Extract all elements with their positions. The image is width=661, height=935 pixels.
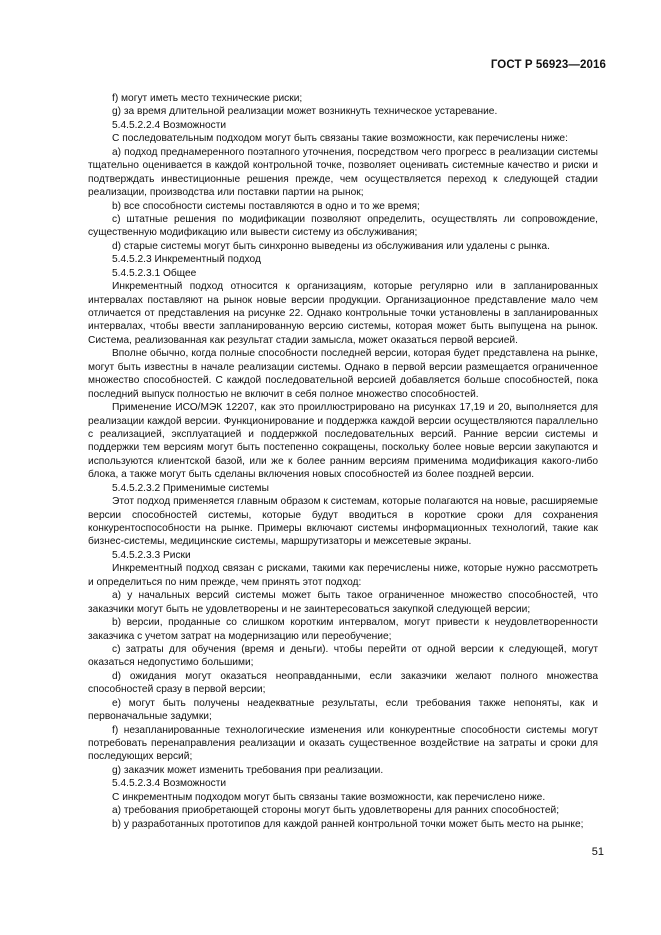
body-paragraph: d) старые системы могут быть синхронно выведены из обслуживания или удалены с рынка. [112, 240, 550, 252]
document-body [88, 92, 598, 831]
body-paragraph: c) штатные решения по модификации позволяют определить, осуществлять ли сопровождение, существенную модификацию или вывести систему из обслуживания; [88, 213, 598, 239]
section-heading: 5.4.5.2.2.4 Возможности [112, 119, 227, 131]
body-paragraph: b) версии, проданные со слишком коротким интервалом, могут привести к неудовлетворенности заказчика с учетом затрат на модернизацию или переобучение; [88, 617, 598, 642]
body-paragraph: c) затраты для обучения (время и деньги). чтобы перейти от одной версии к следующей, могут оказаться недопустимо большими; [88, 643, 598, 669]
section-heading: 5.4.5.2.3 Инкрементный подход [112, 254, 261, 266]
body-paragraph: f) могут иметь место технические риски; [112, 93, 303, 104]
body-paragraph: a) у начальных версий системы может быть такое ограниченное множество способностей, что заказчики могут быть не удовлетворены и не заинтересоваться закупкой следующей версии; [88, 590, 598, 615]
body-paragraph: a) подход преднамеренного поэтапного уточнения, посредством чего прогресс в реализации системы тщательно оценивается в каждой контрольной точке, позволяет оценивать системные качество и риски и подтверждать инвестиционные решения прежде, чем осуществляется переход к следующей стадии реализации, производства или поставки партии на рынок; [88, 146, 598, 199]
section-heading: 5.4.5.2.3.3 Риски [112, 549, 191, 561]
body-paragraph: Инкрементный подход связан с рисками, такими как перечислены ниже, которые нужно рассмотреть и определиться по ним прежде, чем принять этот подход: [88, 563, 598, 588]
body-paragraph: g) заказчик может изменить требования при реализации. [112, 764, 384, 776]
section-heading: 5.4.5.2.3.2 Применимые системы [112, 482, 269, 494]
body-paragraph: e) могут быть получены неадекватные результаты, если требования также непоняты, как и первоначальные задумки; [88, 697, 598, 723]
body-paragraph: Этот подход применяется главным образом к системам, которые полагаются на новые, расширяемые версии способностей системы, которые будут вводиться в короткие сроки для сохранения конкурентоспособности на рынке. Примеры включают системы информационных технологий, такие как бизнес-системы, медицинские системы, маршрутизаторы и межсетевые экраны. [88, 496, 598, 548]
body-paragraph: С инкрементным подходом могут быть связаны такие возможности, как перечислено ниже. [112, 791, 546, 803]
body-paragraph: Применение ИСО/МЭК 12207, как это проиллюстрировано на рисунках 17,19 и 20, выполняется для реализации каждой версии. Функционирование и поддержка каждой версии осуществляются параллельно с реализацией, эксплуатацией и поддержкой последовательных версий. Ранние версии системы и поддержки тем версиям могут быть постепенно сокращены, поскольку более новые версии закупаются и используются клиентской базой, или же к более ранним версиям применима модификация какого-либо блока, а также могут быть сделаны включения новых способностей из более поздней версии. [88, 402, 598, 481]
body-paragraph: f) незапланированные технологические изменения или конкурентные способности системы могут потребовать перенаправления реализации и оказать существенное воздействие на затраты и сроки для последующих версий; [88, 724, 598, 763]
page-number: 51 [591, 846, 604, 858]
body-paragraph: b) все способности системы поставляются в одно и то же время; [112, 200, 420, 212]
body-paragraph: d) ожидания могут оказаться неоправданными, если заказчики желают полного множества способностей сразу в первой версии; [88, 670, 598, 696]
body-paragraph: Инкрементный подход относится к организациям, которые регулярно или в запланированных интервалах поставляют на рынок новые версии продукции. Организационное представление мало чем отличается от представления на рисунке 22. Однако контрольные точки установлены в запланированных интервалах, чтобы ввести запланированную версию системы, которая может быть выпущена на рынок. Система, реализованная как результат стадии замысла, может оказаться первой версией. [88, 281, 598, 346]
body-paragraph: С последовательным подходом могут быть связаны такие возможности, как перечислены ниже: [112, 133, 568, 145]
body-paragraph: Вполне обычно, когда полные способности последней версии, которая будет представлена на рынке, могут быть известны в начале реализации системы. Однако в первой версии размещается ограниченное множество способностей. С каждой последовательной версией добавляется больше способностей, пока последний выпуск полностью не включит в себя полное множество способностей. [88, 348, 598, 400]
section-heading: 5.4.5.2.3.1 Общее [112, 267, 197, 279]
body-paragraph: a) требования приобретающей стороны могут быть удовлетворены для ранних способностей; [112, 805, 560, 817]
body-paragraph: g) за время длительной реализации может возникнуть техническое устаревание. [112, 106, 498, 118]
section-heading: 5.4.5.2.3.4 Возможности [112, 778, 227, 790]
document-header: ГОСТ Р 56923—2016 [490, 59, 606, 71]
body-paragraph: b) у разработанных прототипов для каждой ранней контрольной точки может быть место на рынке; [112, 818, 584, 830]
